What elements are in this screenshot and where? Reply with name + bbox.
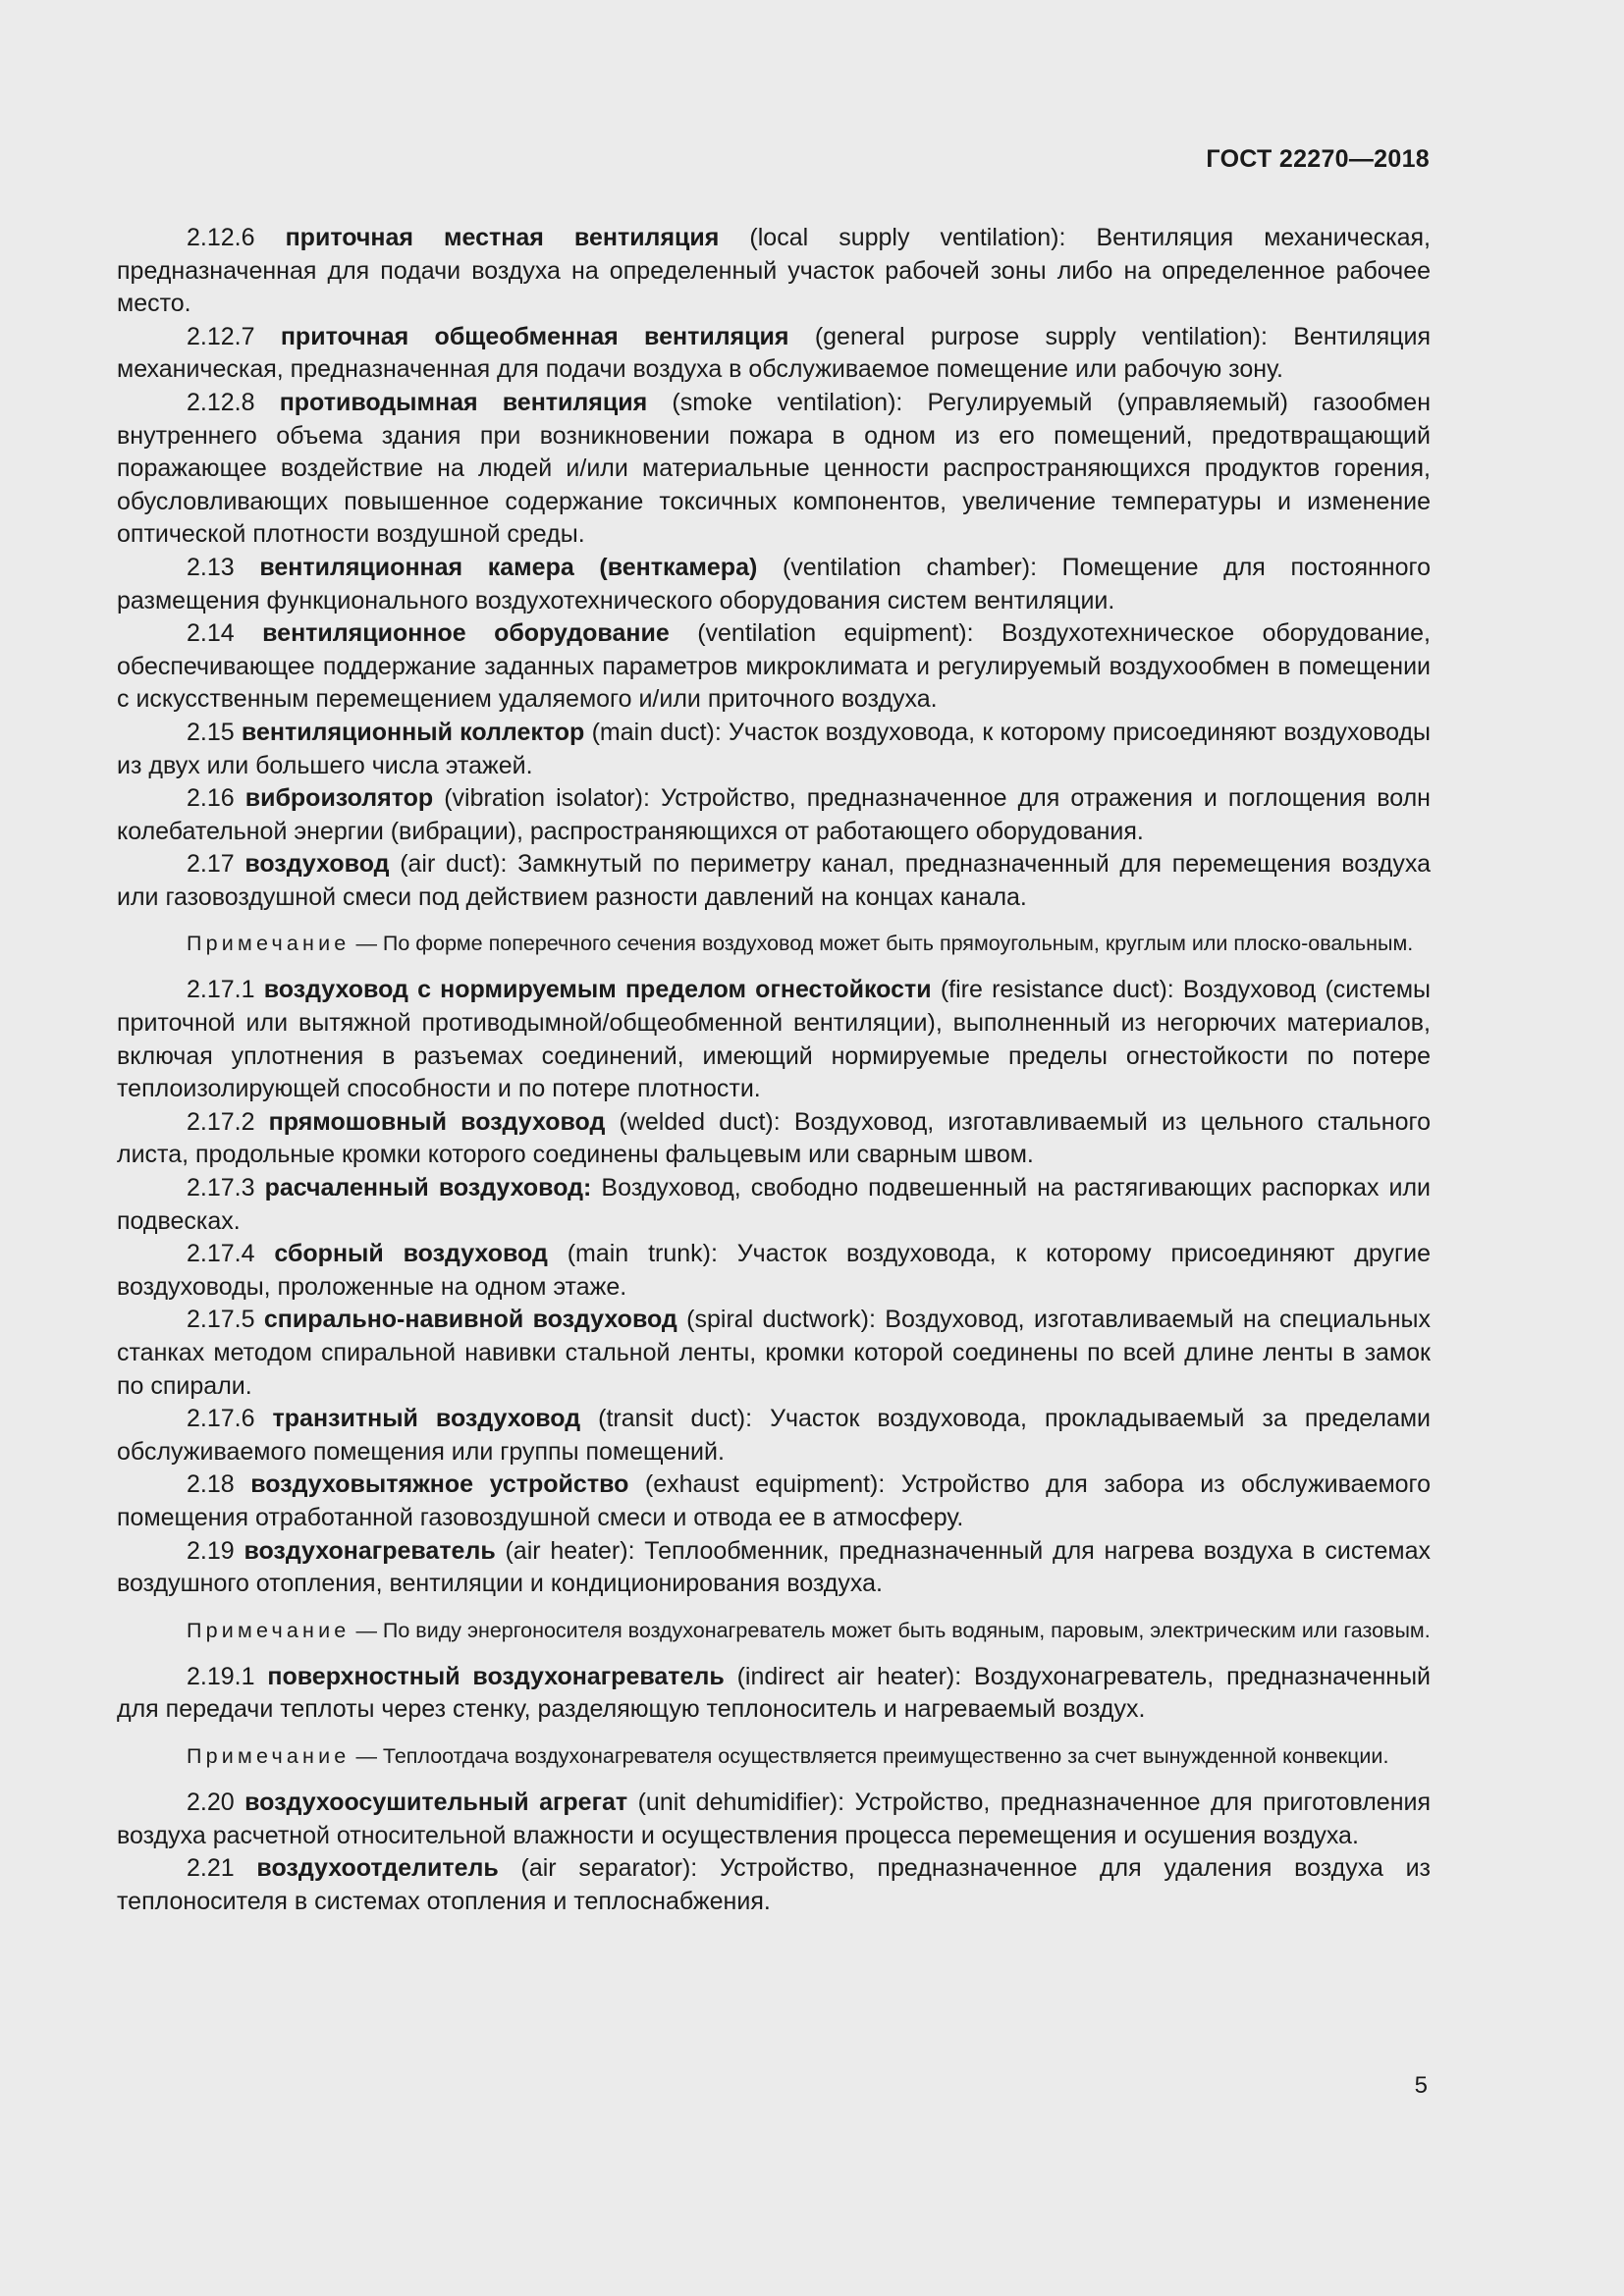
note-2-19-1	[117, 1742, 1431, 1771]
definition-term: прямошовный воздуховод	[268, 1107, 606, 1136]
definition-2-13	[117, 552, 1431, 617]
note-label: Примечание	[187, 1618, 351, 1642]
definition-number: 2.17	[187, 850, 235, 879]
definition-term: вентиляционное оборудование	[262, 619, 670, 648]
definition-number: 2.14	[187, 619, 235, 648]
definition-text: (indirect air heater): Воздухонагреватель, предназначенный для передачи теплоты через стенку, разделяющую теплоноситель и нагреваемый воздух.	[117, 1662, 1432, 1724]
definition-term: сборный воздуховод	[274, 1240, 548, 1268]
definition-2-14	[117, 617, 1431, 717]
definition-term: виброизолятор	[244, 784, 434, 813]
definition-2-12-8	[117, 387, 1431, 552]
definition-number: 2.21	[187, 1854, 235, 1883]
definition-number: 2.12.7	[187, 322, 255, 350]
definition-number: 2.17.4	[187, 1240, 255, 1268]
definition-text: (main duct): Участок воздуховода, к которому присоединяют воздуховоды из двух или большего числа этажей.	[117, 718, 1432, 779]
definition-number: 2.18	[187, 1470, 235, 1499]
definition-2-16	[117, 782, 1431, 848]
definition-text: (unit dehumidifier): Устройство, предназначенное для приготовления воздуха расчетной относительной влажности и осуществления процесса перемещения и осушения воздуха.	[117, 1788, 1432, 1849]
definition-2-17-4	[117, 1238, 1431, 1304]
page-number: 5	[1414, 2072, 1428, 2099]
definition-text: (general purpose supply ventilation): Вентиляция механическая, предназначенная для подачи воздуха в обслуживаемое помещение или рабочую зону.	[117, 322, 1431, 384]
definition-text: (air heater): Теплообменник, предназначенный для нагрева воздуха в системах воздушного отопления, вентиляции и кондиционирования воздуха.	[117, 1536, 1431, 1598]
definition-term: вентиляционная камера (венткамера)	[259, 553, 758, 581]
definition-term: приточная местная вентиляция	[285, 224, 720, 251]
document-header: ГОСТ 22270—2018	[1206, 145, 1430, 173]
definition-number: 2.17.2	[187, 1107, 255, 1136]
definition-term: поверхностный воздухонагреватель	[267, 1662, 725, 1690]
definition-term: вентиляционный коллектор	[241, 718, 585, 746]
definition-2-12-7	[117, 321, 1431, 387]
definition-number: 2.12.8	[187, 388, 255, 416]
definition-text: (fire resistance duct): Воздуховод (системы приточной или вытяжной противодымной/общеобменной вентиляции), выполненный из негорючих материалов, включая уплотнения в разъемах соединений, имеющий нормируемые пределы огнестойкости по потере теплоизолирующей способности и по потере плотности.	[117, 976, 1431, 1103]
definition-text: (air separator): Устройство, предназначенное для удаления воздуха из теплоносителя в системах отопления и теплоснабжения.	[117, 1854, 1432, 1915]
definition-number: 2.17.3	[187, 1174, 255, 1202]
document-body	[117, 222, 1431, 1918]
definition-2-17-5	[117, 1304, 1431, 1403]
note-2-17	[117, 930, 1431, 958]
definition-term: спирально-навивной воздуховод	[263, 1306, 677, 1334]
definition-number: 2.13	[187, 553, 235, 581]
definition-number: 2.12.6	[187, 224, 255, 251]
note-label: Примечание	[187, 932, 351, 956]
definition-number: 2.17.1	[187, 976, 255, 1004]
definition-number: 2.17.6	[187, 1405, 255, 1433]
note-2-19	[117, 1617, 1431, 1645]
definition-2-17-2	[117, 1106, 1431, 1172]
definition-number: 2.19.1	[187, 1662, 255, 1690]
definition-2-20	[117, 1787, 1431, 1852]
definition-term: воздухоотделитель	[256, 1854, 499, 1883]
note-text: — По виду энергоносителя воздухонагреватель может быть водяным, паровым, электрическим или газовым.	[355, 1618, 1431, 1642]
definition-term: воздуховод с нормируемым пределом огнестойкости	[263, 976, 932, 1004]
definition-2-21	[117, 1852, 1431, 1918]
definition-2-18	[117, 1468, 1431, 1534]
definition-term: противодымная вентиляция	[279, 388, 648, 416]
definition-2-12-6	[117, 222, 1431, 321]
definition-number: 2.19	[187, 1536, 235, 1565]
definition-text: Воздуховод, свободно подвешенный на растягивающих распорках или подвесках.	[117, 1174, 1432, 1235]
definition-2-15	[117, 717, 1431, 782]
definition-term: воздуховод	[244, 850, 390, 879]
definition-text: (spiral ductwork): Воздуховод, изготавливаемый на специальных станках методом спиральной навивки стальной ленты, кромки которой соединены по всей длине ленты в замок по спирали.	[117, 1306, 1432, 1400]
definition-text: (transit duct): Участок воздуховода, прокладываемый за пределами обслуживаемого помещения или группы помещений.	[117, 1405, 1431, 1466]
definition-2-19-1	[117, 1661, 1431, 1727]
definition-number: 2.20	[187, 1788, 235, 1816]
definition-text: (ventilation chamber): Помещение для постоянного размещения функционального воздухотехнического оборудования систем вентиляции.	[117, 553, 1431, 614]
definition-2-19	[117, 1535, 1431, 1601]
definition-2-17-1	[117, 974, 1431, 1105]
definition-number: 2.15	[187, 718, 235, 746]
definition-text: (welded duct): Воздуховод, изготавливаемый из цельного стального листа, продольные кромки которого соединены фальцевым или сварным швом.	[117, 1107, 1431, 1169]
note-text: — По форме поперечного сечения воздуховод может быть прямоугольным, круглым или плоско-овальным.	[355, 932, 1414, 956]
definition-term: приточная общеобменная вентиляция	[280, 322, 789, 350]
definition-text: (vibration isolator): Устройство, предназначенное для отражения и поглощения волн колебательной энергии (вибрации), распространяющихся от работающего оборудования.	[117, 784, 1431, 845]
definition-text: (main trunk): Участок воздуховода, к которому присоединяют другие воздуховоды, проложенные на одном этаже.	[117, 1240, 1432, 1301]
definition-term: воздухонагреватель	[244, 1536, 496, 1565]
definition-term: расчаленный воздуховод:	[264, 1174, 592, 1202]
definition-number: 2.16	[187, 784, 235, 813]
definition-text: (air duct): Замкнутый по периметру канал, предназначенный для перемещения воздуха или газовоздушной смеси под действием разности давлений на концах канала.	[117, 850, 1431, 911]
definition-term: воздухоосушительный агрегат	[244, 1788, 628, 1816]
definition-2-17-3	[117, 1172, 1431, 1238]
definition-term: воздуховытяжное устройство	[250, 1470, 629, 1499]
note-label: Примечание	[187, 1743, 351, 1768]
definition-2-17-6	[117, 1403, 1431, 1468]
note-text: — Теплоотдача воздухонагревателя осуществляется преимущественно за счет вынужденной конвекции.	[355, 1743, 1389, 1768]
definition-2-17	[117, 848, 1431, 914]
definition-text: (local supply ventilation): Вентиляция механическая, предназначенная для подачи воздуха на определенный участок рабочей зоны либо на определенное рабочее место.	[117, 224, 1431, 318]
definition-number: 2.17.5	[187, 1306, 255, 1334]
definition-text: (exhaust equipment): Устройство для забора из обслуживаемого помещения отработанной газовоздушной смеси и отвода ее в атмосферу.	[117, 1470, 1432, 1531]
definition-text: (smoke ventilation): Регулируемый (управляемый) газообмен внутреннего объема здания при возникновении пожара в одном из его помещений, предотвращающий поражающее воздействие на людей и/или материальные ценности распространяющихся продуктов горения, обусловливающих повышенное содержание токсичных компонентов, увеличение температуры и изменение оптической плотности воздушной среды.	[117, 388, 1432, 549]
definition-text: (ventilation equipment): Воздухотехническое оборудование, обеспечивающее поддержание заданных параметров микроклимата и регулируемый воздухообмен в помещении с искусственным перемещением удаляемого и/или приточного воздуха.	[117, 619, 1432, 714]
definition-term: транзитный воздуховод	[272, 1405, 581, 1433]
